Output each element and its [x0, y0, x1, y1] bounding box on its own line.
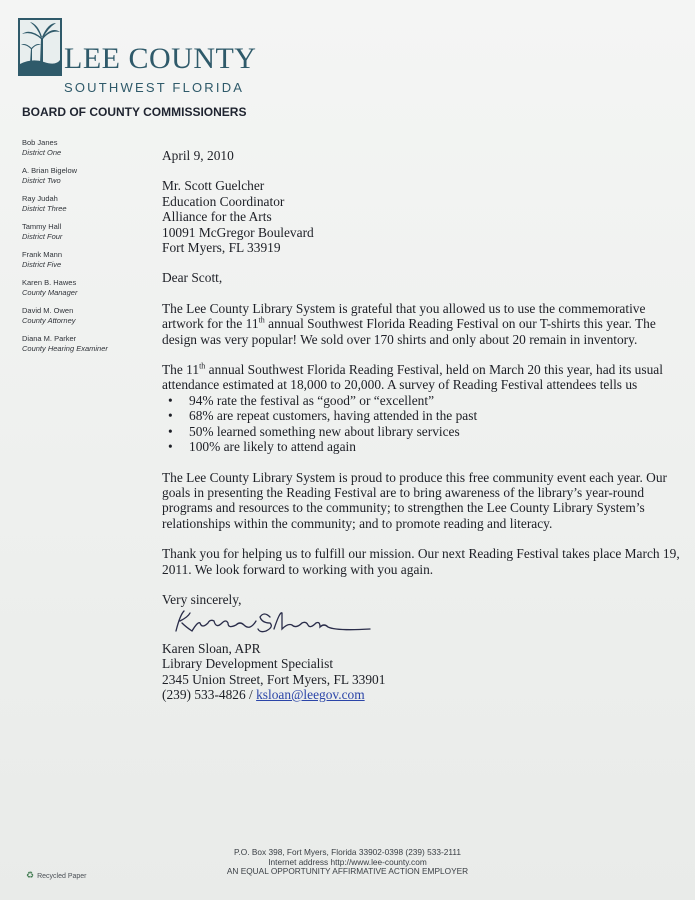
official-role: County Manager: [22, 288, 78, 297]
list-item: • 68% are repeat customers, having attended in the past: [162, 408, 682, 423]
signer-title: Library Development Specialist: [162, 656, 334, 672]
official-name: Karen B. Hawes: [22, 278, 77, 287]
list-item: • 50% learned something new about library services: [162, 424, 682, 439]
closing: Very sincerely,: [162, 591, 242, 607]
official-entry: [22, 222, 140, 242]
official-name: Ray Judah: [22, 194, 58, 203]
officials-sidebar: [22, 138, 140, 362]
official-role: District Four: [22, 232, 63, 241]
official-entry: [22, 194, 140, 214]
ordinal-suffix: th: [199, 361, 206, 371]
official-name: Frank Mann: [22, 250, 63, 259]
org-name: LEE COUNTY: [64, 42, 257, 75]
footer-website: Internet address http://www.lee-county.com: [268, 856, 427, 867]
official-role: County Attorney: [22, 316, 76, 325]
official-role: District Two: [22, 176, 61, 185]
official-role: District Five: [22, 260, 62, 269]
paragraph-thanks: Thank you for helping us to fulfill our mission. Our next Reading Festival takes place March 19, 2011. We look forward to working with you again.: [162, 546, 680, 577]
official-entry: [22, 278, 140, 298]
recycled-paper-note: [26, 870, 87, 881]
palm-tree-logo-icon: [18, 18, 62, 76]
address-line: Education Coordinator: [162, 193, 285, 209]
official-name: A. Brian Bigelow: [22, 166, 78, 175]
signer-contact: [162, 687, 682, 702]
official-name: Diana M. Parker: [22, 334, 77, 343]
official-role: District One: [22, 148, 62, 157]
letter-body: [162, 148, 682, 702]
signer-address: 2345 Union Street, Fort Myers, FL 33901: [162, 671, 386, 687]
address-line: Alliance for the Arts: [162, 209, 272, 225]
address-line: Mr. Scott Guelcher: [162, 178, 265, 194]
list-item: • 100% are likely to attend again: [162, 439, 682, 454]
footer-address: P.O. Box 398, Fort Myers, Florida 33902-0398 (239) 533-2111: [234, 847, 461, 857]
salutation: Dear Scott,: [162, 270, 223, 286]
paragraph-goals: The Lee County Library System is proud to produce this free community event each year. Our goals in presenting the Reading Festival are to bring awareness of the library’s year-round programs and resources to the community; to strengthen the Lee County Library System’s relationships within the community; and to promote reading and literacy.: [162, 469, 667, 531]
address-line: Fort Myers, FL 33919: [162, 240, 281, 256]
signer-phone: (239) 533-4826 /: [162, 686, 257, 702]
official-role: County Hearing Examiner: [22, 344, 108, 353]
ordinal-suffix: th: [258, 315, 265, 325]
paragraph-text: The 11: [162, 362, 200, 378]
official-entry: [22, 334, 140, 354]
paragraph-text: annual Southwest Florida Reading Festival on our T-shirts this year. The design was very popular! We sold over 170 shirts and only about 20 remain in inventory.: [162, 316, 656, 347]
survey-results-list: [162, 393, 682, 455]
address-line: 10091 McGregor Boulevard: [162, 224, 314, 240]
paragraph-tshirts: [162, 301, 682, 347]
official-name: Bob Janes: [22, 138, 58, 147]
footer-eoe: AN EQUAL OPPORTUNITY AFFIRMATIVE ACTION EMPLOYER: [226, 866, 469, 877]
official-entry: [22, 138, 140, 158]
official-name: Tammy Hall: [22, 222, 62, 231]
official-entry: [22, 250, 140, 270]
official-entry: [22, 166, 140, 186]
paragraph-text: annual Southwest Florida Reading Festival, held on March 20 this year, had its usual attendance estimated at 18,000 to 20,000. A survey of Reading Festival attendees tells us: [162, 362, 663, 393]
signature-image: [170, 607, 380, 637]
list-item: • 94% rate the festival as “good” or “excellent”: [162, 393, 682, 408]
paragraph-attendance: [162, 362, 682, 393]
recycle-icon: ♻: [26, 870, 35, 880]
letter-footer: [120, 848, 575, 877]
email-link[interactable]: ksloan@leegov.com: [256, 686, 365, 702]
recipient-address: [162, 178, 682, 255]
official-entry: [22, 306, 140, 326]
paragraph-text: The Lee County Library System is grateful that you allowed us to use the commemorative artwork for the 11: [162, 300, 646, 332]
official-role: District Three: [22, 204, 67, 213]
signer-name: Karen Sloan, APR: [162, 640, 261, 656]
org-region: SOUTHWEST FLORIDA: [64, 80, 245, 95]
official-name: David M. Owen: [22, 306, 74, 315]
board-heading: BOARD OF COUNTY COMMISSIONERS: [22, 105, 247, 119]
recycled-label: Recycled Paper: [37, 873, 87, 880]
letter-date: April 9, 2010: [162, 148, 234, 163]
